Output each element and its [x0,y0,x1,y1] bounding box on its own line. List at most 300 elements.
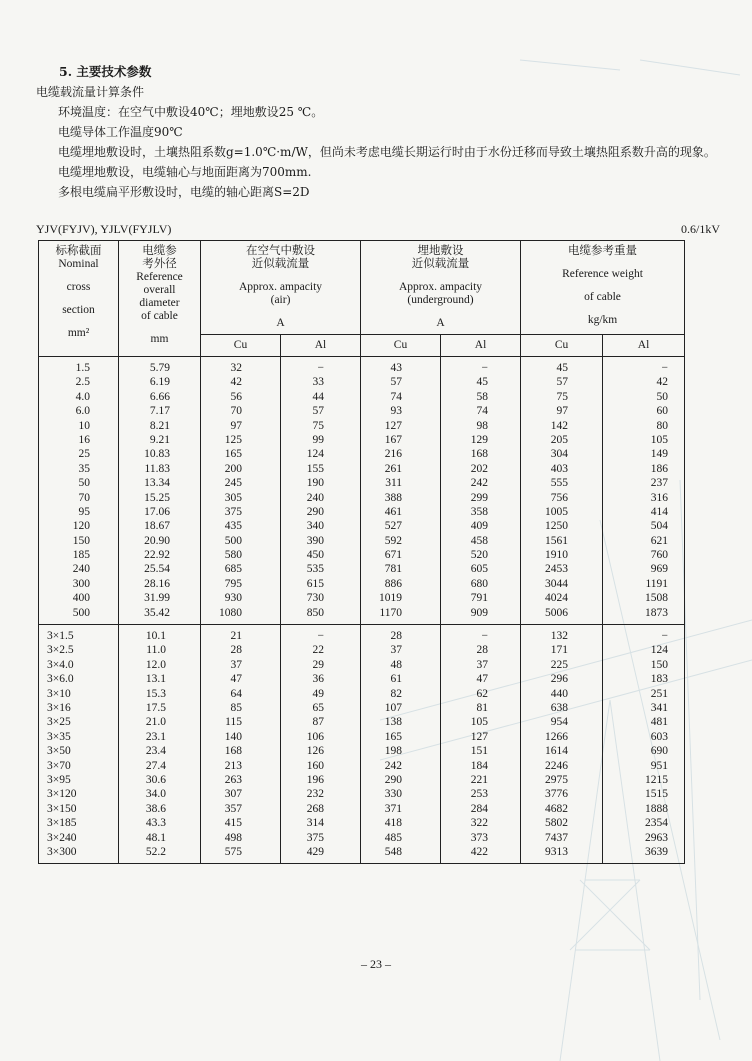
table-cell: 685 [224,563,242,576]
table-cell: 62 [476,687,489,700]
header-ground-al: Al [441,335,521,357]
table-cell: 10.83 [144,448,170,461]
table-model: YJV(FYJV), YJLV(FYJLV) [36,222,172,236]
table-cell: 403 [550,462,569,475]
table-cell: 3×240 [47,831,77,844]
paragraph-ambient-temp: 环境温度：在空气中敷设40℃；埋地敷设25 ℃。 [58,105,324,119]
table-cell: 167 [384,433,403,446]
table-cell: 311 [385,477,403,490]
table-cell: 304 [550,448,569,461]
table-cell: 3×25 [47,716,71,729]
table-cell: 268 [306,802,325,815]
table-cell: 23.1 [145,730,166,743]
table-cell: 129 [470,433,489,446]
table-cell: 730 [306,592,325,605]
table-cell: 400 [72,592,90,605]
paragraph-burial-depth: 电缆埋地敷设，电缆轴心与地面距离为700mm. [58,165,312,179]
table-cell: 316 [650,491,669,504]
table-cell: 1191 [645,577,669,590]
header-weight: 电缆参考重量 Reference weight of cable kg/km [521,241,685,335]
table-cell: 580 [224,549,242,562]
table-cell: 20.90 [144,534,170,547]
table-cell: 70 [230,405,242,418]
table-cell: 461 [384,505,403,518]
table-cell: 28 [390,630,403,643]
table-cell: 42 [656,376,669,389]
table-cell: 33 [312,376,325,389]
table-cell: 17.5 [145,701,166,714]
table-cell: 95 [78,505,90,518]
table-cell: 1170 [379,606,403,619]
single-air-al-column [281,357,361,625]
table-cell: − [317,630,325,643]
table-cell: 30.6 [145,773,166,786]
table-cell: 70 [78,491,90,504]
table-cell: 375 [306,831,325,844]
header-ground-cu: Cu [361,335,441,357]
table-cell: 43 [390,362,403,374]
table-cell: 781 [384,563,403,576]
table-cell: 87 [312,716,325,729]
header-air-cu: Cu [201,335,281,357]
table-cell: 314 [306,817,325,830]
table-cell: 414 [650,505,669,518]
table-cell: 35 [78,462,90,475]
table-cell: 15.3 [145,687,166,700]
table-cell: 3×120 [47,788,77,801]
table-cell: 105 [470,716,489,729]
table-cell: 16 [78,433,90,446]
table-cell: 105 [650,433,669,446]
table-cell: 48 [390,658,403,671]
header-weight-cu: Cu [521,335,603,357]
single-weight-al-column [603,357,685,625]
table-cell: 21 [230,630,242,643]
table-cell: 37 [390,644,403,657]
table-cell: 11.83 [144,462,170,475]
table-cell: 45 [476,376,489,389]
table-cell: 57 [312,405,325,418]
table-cell: 290 [306,505,325,518]
three-air-al-column [281,625,361,864]
table-cell: 415 [224,817,242,830]
table-cell: 3×10 [47,687,71,700]
table-cell: 202 [470,462,489,475]
single-diameter-column [119,357,201,625]
table-cell: 409 [470,520,489,533]
table-cell: 7.17 [149,405,170,418]
table-cell: 184 [470,759,489,772]
three-ground-al-column [441,625,521,864]
header-nominal-section: 标称截面 Nominal cross section mm² [39,241,119,357]
table-cell: 1215 [645,773,669,786]
table-cell: 125 [224,433,242,446]
table-cell: 850 [306,606,325,619]
table-cell: 171 [550,644,569,657]
table-cell: 42 [230,376,242,389]
table-cell: 183 [650,673,669,686]
table-cell: 49 [312,687,325,700]
table-cell: 690 [650,745,669,758]
table-cell: 253 [470,788,489,801]
table-cell: 150 [72,534,90,547]
table-cell: 64 [230,687,242,700]
table-cell: 240 [72,563,90,576]
table-cell: 3×300 [47,845,77,858]
table-cell: 232 [306,788,325,801]
table-cell: 603 [650,730,669,743]
table-cell: 97 [556,405,569,418]
table-caption [36,222,720,237]
table-cell: 155 [306,462,325,475]
table-cell: 592 [384,534,403,547]
table-cell: 1266 [545,730,569,743]
content-area [36,62,720,864]
table-cell: 58 [476,390,489,403]
table-cell: 43.3 [145,817,166,830]
table-cell: 680 [470,577,489,590]
table-cell: 1515 [645,788,669,801]
three-weight-al-column [603,625,685,864]
table-cell: 190 [306,477,325,490]
single-weight-cu-column [521,357,603,625]
table-cell: 47 [476,673,489,686]
table-cell: 75 [312,419,325,432]
table-cell: 4.0 [75,390,90,403]
header-air-al: Al [281,335,361,357]
page-number: – 23 – [361,957,391,971]
table-cell: 151 [470,745,489,758]
table-cell: 205 [550,433,569,446]
table-cell: 418 [384,817,403,830]
table-cell: 196 [306,773,325,786]
table-cell: 3×2.5 [47,644,74,657]
table-cell: 237 [650,477,669,490]
table-cell: 165 [224,448,242,461]
table-cell: 671 [384,549,403,562]
table-cell: 307 [224,788,242,801]
table-cell: 242 [384,759,403,772]
table-cell: 954 [550,716,569,729]
table-cell: 198 [384,745,403,758]
table-cell: 107 [384,701,403,714]
table-cell: 127 [384,419,403,432]
header-diameter: 电缆参 考外径 Reference overall diameter of cable mm [119,241,201,357]
table-cell: 299 [470,491,489,504]
table-cell: 186 [650,462,669,475]
table-cell: 22.92 [144,549,170,562]
table-cell: 504 [650,520,669,533]
header-weight-al: Al [603,335,685,357]
table-cell: 97 [230,419,242,432]
table-cell: 5006 [545,606,569,619]
single-air-cu-column [201,357,281,625]
table-cell: 99 [312,433,325,446]
table-cell: 138 [384,716,403,729]
table-cell: 142 [550,419,569,432]
table-cell: 98 [476,419,489,432]
table-cell: 1250 [545,520,569,533]
table-cell: 341 [650,701,669,714]
table-cell: 621 [650,534,669,547]
table-cell: 791 [470,592,489,605]
table-cell: 3044 [545,577,569,590]
table-cell: 213 [224,759,242,772]
table-cell: 357 [224,802,242,815]
table-cell: 124 [306,448,325,461]
table-cell: 82 [390,687,403,700]
table-cell: 3×16 [47,701,71,714]
section-heading: 5. 主要技术参数 [59,64,152,79]
table-cell: 6.0 [75,405,90,418]
table-cell: − [481,362,489,374]
table-cell: 1019 [379,592,403,605]
table-cell: 450 [306,549,325,562]
table-cell: 56 [230,390,242,403]
single-ground-al-column [441,357,521,625]
paragraph-conditions: 电缆载流量计算条件 [36,85,145,99]
table-cell: 548 [384,845,403,858]
table-cell: 760 [650,549,669,562]
table-cell: 34.0 [145,788,166,801]
table-cell: − [661,630,669,643]
table-cell: 127 [470,730,489,743]
table-cell: 37 [476,658,489,671]
table-cell: 340 [306,520,325,533]
table-cell: 132 [550,630,569,643]
table-cell: 2963 [645,831,669,844]
table-cell: 429 [306,845,325,858]
table-cell: 2453 [545,563,569,576]
table-cell: 45 [556,362,569,374]
table-cell: 1508 [645,592,669,605]
table-cell: 140 [224,730,242,743]
table-cell: 638 [550,701,569,714]
table-cell: 3776 [545,788,569,801]
table-cell: 322 [470,817,489,830]
table-cell: 38.6 [145,802,166,815]
table-cell: 485 [384,831,403,844]
table-cell: 5802 [545,817,569,830]
table-cell: 263 [224,773,242,786]
table-cell: 3639 [645,845,669,858]
table-cell: 290 [384,773,403,786]
table-cell: 28 [230,644,242,657]
table-cell: 951 [650,759,669,772]
table-cell: 1005 [545,505,569,518]
table-cell: 3×1.5 [47,630,74,643]
table-cell: 57 [556,376,569,389]
table-cell: 555 [550,477,569,490]
table-cell: 25 [78,448,90,461]
single-section-column [39,357,119,625]
table-cell: 498 [224,831,242,844]
single-core-block [39,357,685,625]
table-cell: − [317,362,325,374]
table-cell: 1888 [645,802,669,815]
table-cell: 388 [384,491,403,504]
table-cell: 371 [384,802,403,815]
table-cell: 10 [78,419,90,432]
table-cell: 23.4 [145,745,166,758]
table-cell: 520 [470,549,489,562]
table-cell: 149 [650,448,669,461]
table-cell: 535 [306,563,325,576]
table-cell: 28 [476,644,489,657]
table-cell: 1910 [545,549,569,562]
table-cell: 1080 [219,606,242,619]
table-cell: 25.54 [144,563,170,576]
table-cell: 3×4.0 [47,658,74,671]
table-cell: 15.25 [144,491,170,504]
table-cell: 1614 [545,745,569,758]
table-cell: 4682 [545,802,569,815]
table-cell: 3×50 [47,745,71,758]
table-cell: 795 [224,577,242,590]
table-cell: 886 [384,577,403,590]
table-cell: 57 [390,376,403,389]
table-cell: 240 [306,491,325,504]
table-cell: 3×150 [47,802,77,815]
single-ground-cu-column [361,357,441,625]
table-cell: 168 [224,745,242,758]
table-cell: − [661,362,669,374]
table-cell: 12.0 [145,658,166,671]
table-cell: 1873 [645,606,669,619]
table-cell: 242 [470,477,489,490]
table-cell: 17.06 [144,505,170,518]
table-cell: 458 [470,534,489,547]
table-cell: 284 [470,802,489,815]
table-cell: 305 [224,491,242,504]
table-cell: 200 [224,462,242,475]
table-cell: 47 [230,673,242,686]
table-cell: 85 [230,701,242,714]
table-cell: 373 [470,831,489,844]
table-cell: 3×6.0 [47,673,74,686]
table-cell: 44 [312,390,325,403]
table-cell: 150 [650,658,669,671]
table-cell: 2975 [545,773,569,786]
table-cell: 50 [656,390,669,403]
table-cell: 390 [306,534,325,547]
table-cell: 160 [306,759,325,772]
table-cell: 6.19 [149,376,170,389]
table-voltage: 0.6/1kV [681,222,720,236]
header-ground-ampacity: 埋地敷设 近似载流量 Approx. ampacity (underground) A [361,241,521,335]
table-cell: 358 [470,505,489,518]
table-cell: 330 [384,788,403,801]
table-cell: 61 [390,673,403,686]
table-cell: 28.16 [144,577,170,590]
table-cell: 5.79 [149,362,170,374]
table-cell: 615 [306,577,325,590]
table-cell: 3×70 [47,759,71,772]
table-cell: 50 [78,477,90,490]
table-cell: 605 [470,563,489,576]
paragraph-conductor-temp: 电缆导体工作温度90℃ [58,125,183,139]
three-weight-cu-column [521,625,603,864]
table-cell: 4024 [545,592,569,605]
table-cell: 3×185 [47,817,77,830]
table-cell: 216 [384,448,403,461]
table-cell: 60 [656,405,669,418]
three-core-block [39,625,685,864]
table-cell: 29 [312,658,325,671]
table-cell: 225 [550,658,569,671]
table-cell: 27.4 [145,759,166,772]
table-cell: 8.21 [149,419,170,432]
table-cell: 6.66 [149,390,170,403]
table-cell: 251 [650,687,669,700]
table-cell: 81 [476,701,489,714]
table-cell: 422 [470,845,489,858]
table-cell: 74 [476,405,489,418]
three-air-cu-column [201,625,281,864]
table-cell: 75 [556,390,569,403]
table-cell: 185 [72,549,90,562]
table-cell: − [481,630,489,643]
table-cell: 7437 [545,831,569,844]
table-cell: 2.5 [75,376,90,389]
table-cell: 3×95 [47,773,71,786]
table-cell: 245 [224,477,242,490]
table-cell: 37 [230,658,242,671]
table-cell: 969 [650,563,669,576]
table-cell: 1.5 [75,362,90,374]
table-cell: 527 [384,520,403,533]
ampacity-table [38,240,685,864]
table-cell: 80 [656,419,669,432]
table-cell: 21.0 [145,716,166,729]
table-cell: 18.67 [144,520,170,533]
table-cell: 65 [312,701,325,714]
table-cell: 120 [72,520,90,533]
table-cell: 375 [224,505,242,518]
table-cell: 106 [306,730,325,743]
table-cell: 500 [224,534,242,547]
table-cell: 93 [390,405,403,418]
paragraph-spacing: 多根电缆扁平形敷设时，电缆的轴心距离S=2D [58,185,310,199]
table-cell: 32 [230,362,242,374]
table-cell: 2246 [545,759,569,772]
table-cell: 1561 [545,534,569,547]
three-section-column [39,625,119,864]
table-cell: 300 [72,577,90,590]
paragraph-soil-resistivity: 电缆埋地敷设时，土壤热阻系数g=1.0℃·m/W，但尚未考虑电缆长期运行时由于水份迁移而导致土壤热阻系数升高的现象。 [58,145,716,159]
table-cell: 22 [312,644,325,657]
table-cell: 115 [225,716,242,729]
table-cell: 36 [312,673,325,686]
table-cell: 435 [224,520,242,533]
table-cell: 126 [306,745,325,758]
table-cell: 221 [470,773,489,786]
table-cell: 481 [650,716,669,729]
table-cell: 10.1 [145,630,166,643]
table-cell: 575 [224,845,242,858]
table-cell: 35.42 [144,606,170,619]
table-cell: 930 [224,592,242,605]
table-cell: 909 [470,606,489,619]
table-cell: 31.99 [144,592,170,605]
table-cell: 440 [550,687,569,700]
table-cell: 2354 [645,817,669,830]
table-cell: 9.21 [149,433,170,446]
table-cell: 756 [550,491,569,504]
table-cell: 11.0 [146,644,166,657]
table-cell: 9313 [545,845,569,858]
three-diameter-column [119,625,201,864]
